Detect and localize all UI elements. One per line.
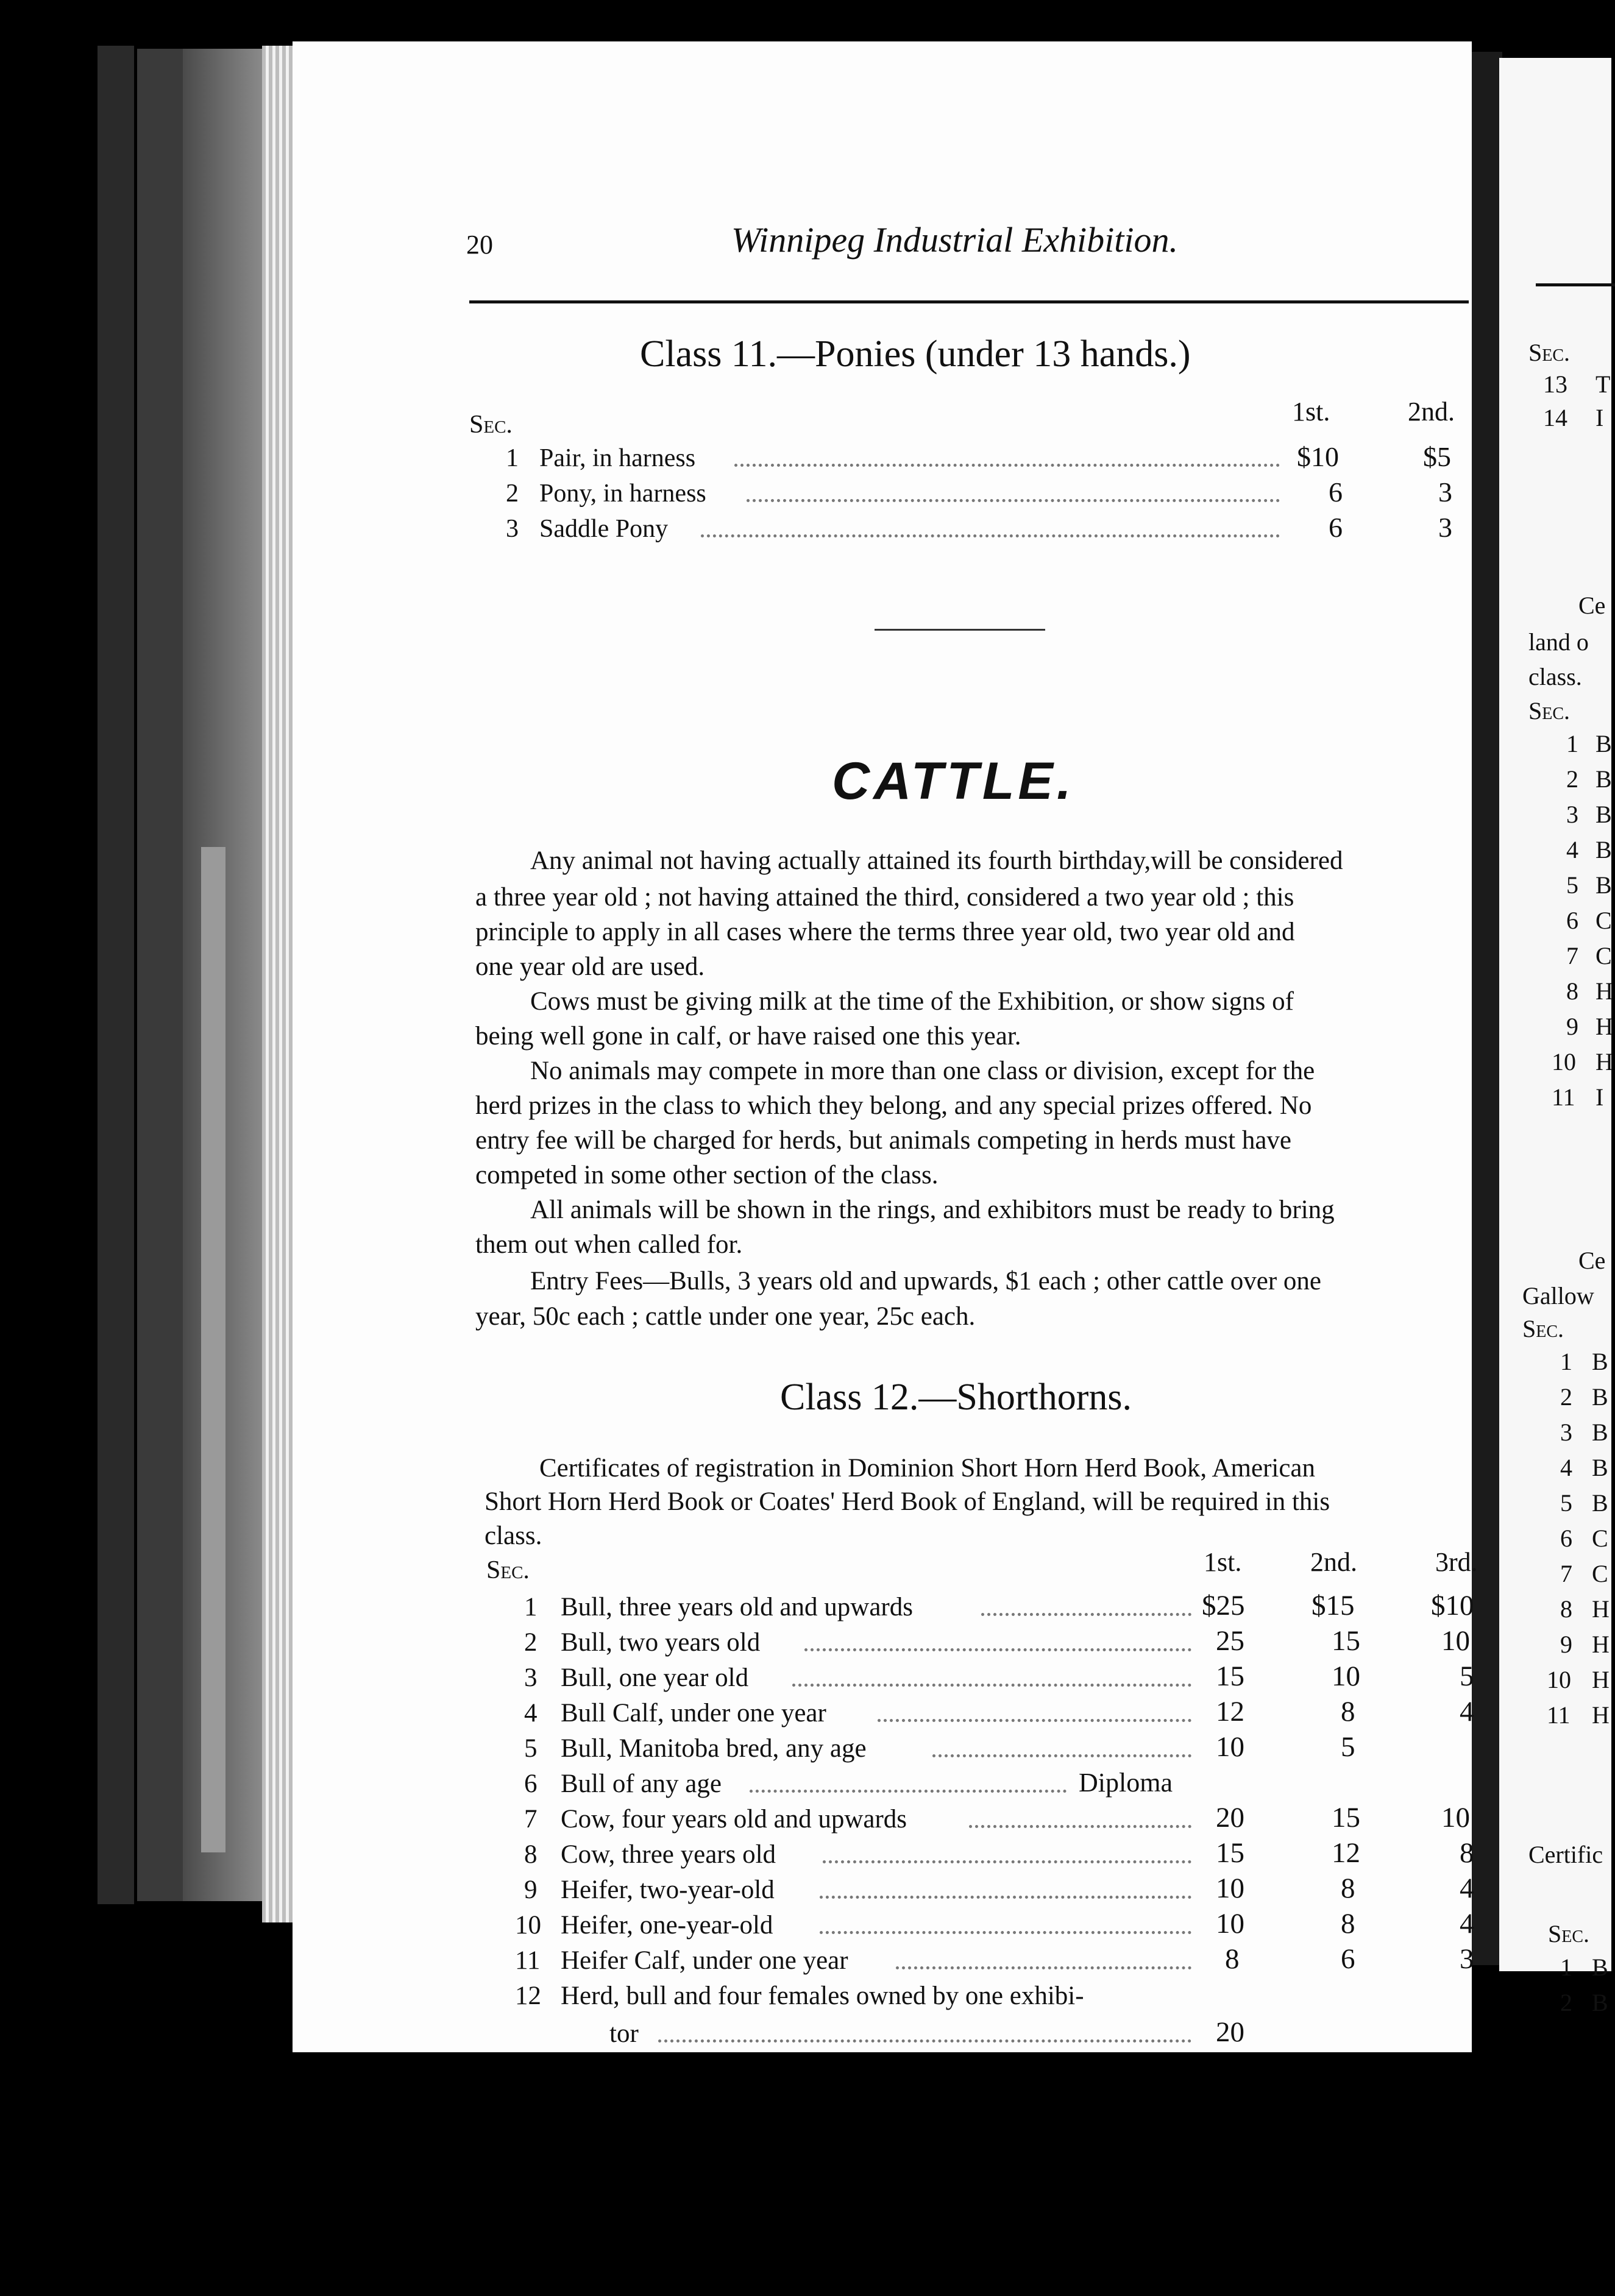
- dot-leader: [969, 1825, 1191, 1828]
- prize-second: 15: [1332, 1625, 1360, 1657]
- prize-second: 15: [1332, 1802, 1360, 1834]
- prize-first: 25: [1216, 1625, 1244, 1657]
- right-row-number: 14: [1543, 404, 1567, 431]
- row-number: 4: [524, 1699, 538, 1727]
- right-row-number: 3: [1566, 801, 1578, 828]
- dot-leader: [804, 1648, 1191, 1651]
- right-row-letter: H: [1592, 1701, 1610, 1729]
- dot-leader: [981, 1613, 1191, 1616]
- right-text: land o: [1528, 628, 1589, 656]
- right-row-number: 4: [1560, 1454, 1572, 1481]
- prize-second: 8: [1341, 1696, 1355, 1727]
- class12-sec-label: Sec.: [486, 1556, 530, 1584]
- row-label: Pair, in harness: [539, 444, 696, 472]
- right-row-letter: C: [1592, 1560, 1608, 1587]
- right-text: Certific: [1528, 1841, 1603, 1868]
- prize-first: 20: [1216, 2016, 1244, 2048]
- text-line: year, 50c each ; cattle under one year, 25c each.: [475, 1302, 976, 1331]
- prize-second: 8: [1341, 1873, 1355, 1904]
- prize-second: $15: [1312, 1590, 1355, 1621]
- row-number: 2: [524, 1628, 538, 1657]
- right-row-number: 13: [1543, 370, 1567, 398]
- row-number: 10: [515, 1911, 541, 1940]
- book-binding-highlight: [201, 847, 225, 1852]
- row-label: Herd, bull and four females owned by one exhibi-: [561, 1982, 1084, 2010]
- text-line: All animals will be shown in the rings, and exhibitors must be ready to bring: [530, 1196, 1335, 1224]
- right-row-letter: B: [1592, 1989, 1608, 2016]
- row-label: Cow, three years old: [561, 1840, 776, 1869]
- right-row-letter: C: [1595, 942, 1612, 969]
- row-label: Pony, in harness: [539, 480, 706, 508]
- row-label: Heifer Calf, under one year: [561, 1946, 848, 1975]
- row-label-continued: tor: [609, 2019, 639, 2048]
- right-page-fragment: [1499, 58, 1613, 2016]
- prize-first: $25: [1202, 1590, 1245, 1621]
- prize-third: 10: [1441, 1802, 1470, 1834]
- prize-first: 6: [1329, 512, 1343, 543]
- row-number: 2: [506, 480, 519, 508]
- right-row-number: 7: [1566, 942, 1578, 969]
- text-line: No animals may compete in more than one class or division, except for the: [530, 1057, 1315, 1085]
- right-row-letter: B: [1595, 871, 1612, 899]
- right-row-letter: B: [1595, 836, 1612, 863]
- right-row-letter: B: [1592, 1348, 1608, 1375]
- right-row-letter: H: [1592, 1595, 1610, 1623]
- right-text: Sec.: [1548, 1920, 1590, 1947]
- right-row-number: 2: [1560, 1383, 1572, 1411]
- class12-heading: Class 12.—Shorthorns.: [780, 1377, 1132, 1418]
- class11-col2-header: 2nd.: [1408, 397, 1455, 427]
- text-line: competed in some other section of the class.: [475, 1161, 939, 1189]
- right-row-letter: H: [1595, 977, 1613, 1005]
- prize-first: 12: [1216, 1696, 1244, 1727]
- right-row-number: 8: [1560, 1595, 1572, 1623]
- prize-first: 15: [1216, 1660, 1244, 1692]
- row-number: 7: [524, 1805, 538, 1834]
- dot-leader: [820, 1896, 1191, 1899]
- right-row-letter: H: [1592, 1631, 1610, 1658]
- row-label: Bull Calf, under one year: [561, 1699, 826, 1727]
- right-row-number: 1: [1560, 1954, 1572, 1981]
- text-line: herd prizes in the class to which they belong, and any special prizes offered. No: [475, 1091, 1312, 1120]
- prize-second: 12: [1332, 1837, 1360, 1869]
- row-label: Bull, three years old and upwards: [561, 1593, 913, 1621]
- row-label: Bull, one year old: [561, 1664, 749, 1692]
- prize-first: 8: [1225, 1943, 1240, 1975]
- prize-third: 10: [1441, 1625, 1470, 1657]
- text-line: Entry Fees—Bulls, 3 years old and upwards, $1 each ; other cattle over one: [530, 1267, 1321, 1295]
- cattle-heading: CATTLE.: [832, 752, 1075, 810]
- right-header-rule: [1536, 283, 1615, 286]
- dot-leader: [823, 1860, 1191, 1863]
- right-row-number: 1: [1560, 1348, 1572, 1375]
- text-line: one year old are used.: [475, 952, 705, 981]
- row-number: 11: [515, 1946, 541, 1975]
- row-number: 3: [506, 515, 519, 543]
- right-row-letter: B: [1595, 801, 1612, 828]
- right-row-number: 9: [1560, 1631, 1572, 1658]
- row-number: 1: [524, 1593, 538, 1621]
- section-divider: [875, 629, 1045, 631]
- text-line: principle to apply in all cases where the terms three year old, two year old and: [475, 918, 1295, 946]
- right-row-letter: B: [1595, 765, 1612, 793]
- gutter-shadow: [1472, 52, 1502, 1965]
- right-row-letter: C: [1592, 1525, 1608, 1552]
- right-row-letter: I: [1595, 1083, 1604, 1111]
- row-label: Bull, Manitoba bred, any age: [561, 1734, 867, 1763]
- header-rule: [469, 300, 1469, 303]
- row-number: 12: [515, 1982, 541, 2010]
- right-row-letter: H: [1595, 1048, 1613, 1075]
- right-row-letter: H: [1592, 1666, 1610, 1693]
- text-line: a three year old ; not having attained the third, considered a two year old ; this: [475, 883, 1294, 912]
- right-text: class.: [1528, 663, 1582, 690]
- right-row-letter: B: [1592, 1383, 1608, 1411]
- prize-second: 5: [1341, 1731, 1355, 1763]
- right-sec-label: Sec.: [1528, 339, 1571, 366]
- text-line: Any animal not having actually attained its fourth birthday,will be considered: [530, 846, 1343, 875]
- dot-leader: [734, 464, 1280, 467]
- prize-third: 8: [1460, 1837, 1474, 1869]
- text-line: entry fee will be charged for herds, but animals competing in herds must have: [475, 1126, 1291, 1155]
- text-line: them out when called for.: [475, 1230, 743, 1259]
- row-number: 5: [524, 1734, 538, 1763]
- right-text: Ce: [1578, 592, 1606, 619]
- right-row-number: 7: [1560, 1560, 1572, 1587]
- row-label: Bull, two years old: [561, 1628, 761, 1657]
- right-row-letter: B: [1592, 1489, 1608, 1517]
- right-row-number: 1: [1566, 730, 1578, 757]
- dot-leader: [932, 1754, 1191, 1757]
- prize-first: 15: [1216, 1837, 1244, 1869]
- prize-first: 10: [1216, 1908, 1244, 1940]
- right-text: Ce: [1578, 1247, 1606, 1274]
- dot-leader: [701, 534, 1280, 537]
- prize-third: 4: [1460, 1696, 1474, 1727]
- row-label: Heifer, one-year-old: [561, 1911, 773, 1940]
- prize-second: 8: [1341, 1908, 1355, 1940]
- prize-third: 3: [1460, 1943, 1474, 1975]
- class11-col1-header: 1st.: [1292, 397, 1330, 427]
- prize-first: 10: [1216, 1873, 1244, 1904]
- prize-second: 3: [1438, 477, 1452, 508]
- dot-leader: [792, 1684, 1191, 1687]
- right-text: Sec.: [1522, 1315, 1564, 1342]
- right-row-number: 10: [1547, 1666, 1571, 1693]
- dot-leader: [896, 1966, 1191, 1969]
- right-row-number: 11: [1552, 1083, 1575, 1111]
- right-row-number: 6: [1560, 1525, 1572, 1552]
- right-text: Gallow: [1522, 1282, 1594, 1309]
- right-row-letter: B: [1592, 1954, 1608, 1981]
- dot-leader: [747, 499, 1280, 502]
- right-row-letter: B: [1595, 730, 1612, 757]
- right-row-number: 11: [1547, 1701, 1571, 1729]
- right-row-number: 6: [1566, 907, 1578, 934]
- row-number: 6: [524, 1770, 538, 1798]
- class12-intro-line: class.: [484, 1522, 542, 1550]
- prize-first: Diploma: [1079, 1768, 1173, 1798]
- row-number: 3: [524, 1664, 538, 1692]
- left-page: [293, 41, 1478, 2052]
- class11-sec-label: Sec.: [469, 411, 513, 439]
- prize-third: 4: [1460, 1873, 1474, 1904]
- right-row-letter: I: [1595, 404, 1604, 431]
- right-row-letter: B: [1592, 1419, 1608, 1446]
- row-label: Cow, four years old and upwards: [561, 1805, 907, 1834]
- row-label: Saddle Pony: [539, 515, 669, 543]
- prize-first: $10: [1297, 441, 1339, 472]
- right-row-number: 8: [1566, 977, 1578, 1005]
- dot-leader: [878, 1719, 1191, 1722]
- class12-col3-header: 3rd.: [1435, 1547, 1478, 1577]
- class12-col2-header: 2nd.: [1310, 1547, 1357, 1577]
- prize-third: 5: [1460, 1660, 1474, 1692]
- right-row-number: 5: [1566, 871, 1578, 899]
- text-line: Cows must be giving milk at the time of the Exhibition, or show signs of: [530, 987, 1294, 1016]
- class11-heading: Class 11.—Ponies (under 13 hands.): [640, 333, 1191, 375]
- prize-first: 6: [1329, 477, 1343, 508]
- prize-third: 4: [1460, 1908, 1474, 1940]
- right-row-number: 9: [1566, 1013, 1578, 1040]
- right-row-letter: T: [1595, 370, 1611, 398]
- right-row-number: 2: [1560, 1989, 1572, 2016]
- row-label: Bull of any age: [561, 1770, 722, 1798]
- dot-leader: [750, 1790, 1067, 1793]
- right-row-number: 10: [1552, 1048, 1576, 1075]
- class12-col1-header: 1st.: [1204, 1547, 1242, 1577]
- page-number: 20: [466, 230, 493, 260]
- right-row-letter: H: [1595, 1013, 1613, 1040]
- dot-leader: [820, 1931, 1191, 1934]
- right-row-number: 4: [1566, 836, 1578, 863]
- row-number: 8: [524, 1840, 538, 1869]
- row-number: 9: [524, 1876, 538, 1904]
- right-text: Sec.: [1528, 697, 1571, 725]
- prize-second: $5: [1423, 441, 1451, 472]
- prize-first: 10: [1216, 1731, 1244, 1763]
- class12-intro-line: Short Horn Herd Book or Coates' Herd Book of England, will be required in this: [484, 1487, 1330, 1516]
- prize-second: 6: [1341, 1943, 1355, 1975]
- prize-second: 3: [1438, 512, 1452, 543]
- prize-second: 10: [1332, 1660, 1360, 1692]
- text-line: being well gone in calf, or have raised one this year.: [475, 1022, 1021, 1051]
- right-row-number: 5: [1560, 1489, 1572, 1517]
- right-row-letter: C: [1595, 907, 1612, 934]
- prize-third: $10: [1431, 1590, 1474, 1621]
- right-row-letter: B: [1592, 1454, 1608, 1481]
- running-title: Winnipeg Industrial Exhibition.: [731, 220, 1179, 260]
- row-number: 1: [506, 444, 519, 472]
- row-label: Heifer, two-year-old: [561, 1876, 775, 1904]
- book-binding-dark: [98, 46, 134, 1904]
- class12-intro-line: Certificates of registration in Dominion Short Horn Herd Book, American: [539, 1454, 1316, 1483]
- right-row-number: 2: [1566, 765, 1578, 793]
- prize-first: 20: [1216, 1802, 1244, 1834]
- right-row-number: 3: [1560, 1419, 1572, 1446]
